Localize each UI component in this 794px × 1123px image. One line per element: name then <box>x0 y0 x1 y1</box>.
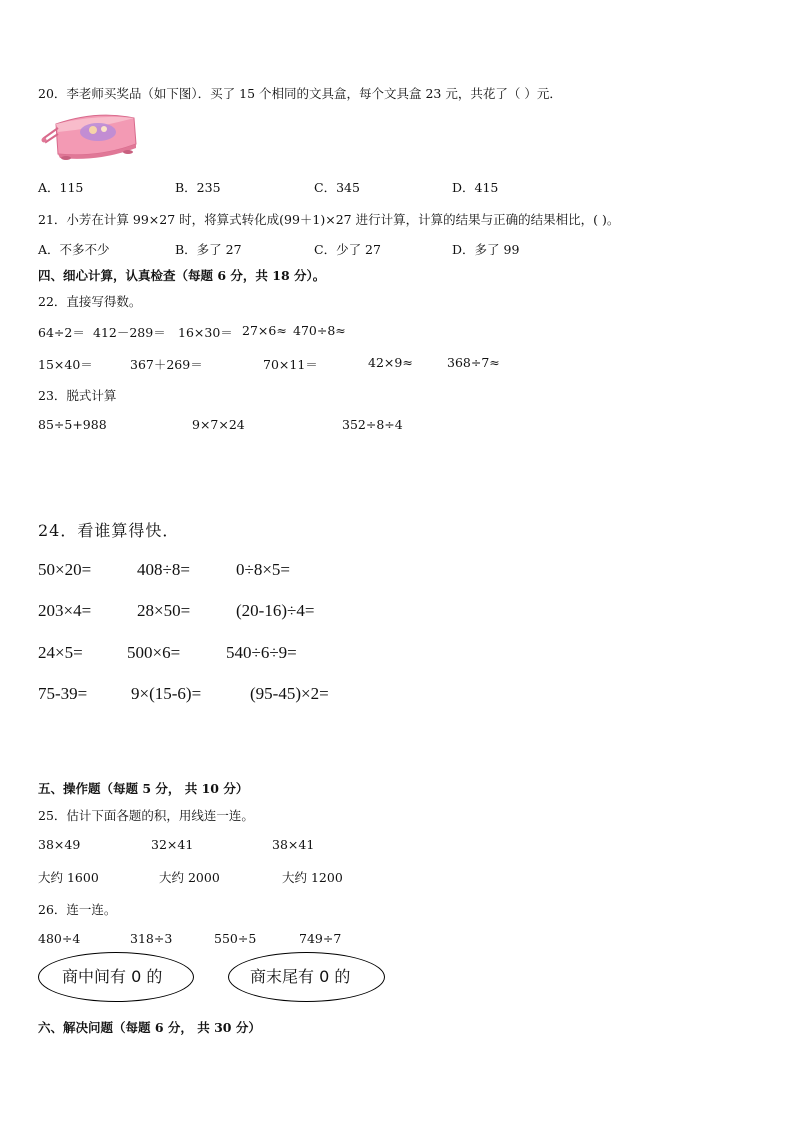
q24-r3-c3: 540÷6÷9= <box>226 643 297 662</box>
q23-item-1: 85÷5+988 <box>38 417 107 432</box>
q24-r2-c1: 203×4= <box>38 601 92 620</box>
q22-r1-c3: 16×30＝ <box>178 325 233 340</box>
oval-end-zero-label: 商末尾有 0 的 <box>250 967 351 986</box>
q22-r2-c2: 367＋269＝ <box>130 357 203 372</box>
q22-r2-c1: 15×40＝ <box>38 357 93 372</box>
q24-r1-c1: 50×20= <box>38 560 92 579</box>
q25-expr-1: 38×49 <box>38 837 81 852</box>
q22-r1-c4: 27×6≈ <box>242 323 287 338</box>
section-6-title: 六、解决问题（每题 6 分， 共 30 分） <box>38 1020 261 1035</box>
q23-stem: 23．脱式计算 <box>38 388 117 403</box>
q24-r1-c3: 0÷8×5= <box>236 560 291 579</box>
q26-expr-2: 318÷3 <box>130 931 173 946</box>
q21-option-a: A．不多不少 <box>38 242 110 257</box>
oval-middle-zero-label: 商中间有 0 的 <box>62 967 163 986</box>
q20-option-a: A．115 <box>38 180 84 195</box>
q23-item-2: 9×7×24 <box>192 417 245 432</box>
q22-r1-c1: 64÷2＝ <box>38 325 85 340</box>
q26-expr-3: 550÷5 <box>214 931 257 946</box>
q23-item-3: 352÷8÷4 <box>342 417 403 432</box>
q25-answer-1: 大约 1600 <box>38 870 99 885</box>
section-5-title: 五、操作题（每题 5 分， 共 10 分） <box>38 781 249 796</box>
q20-stem: 20．李老师买奖品（如下图）．买了 15 个相同的文具盒，每个文具盒 23 元，共花了（ ）元． <box>38 86 562 101</box>
q24-r3-c1: 24×5= <box>38 643 83 662</box>
q24-r4-c1: 75-39= <box>38 684 88 703</box>
q25-answer-3: 大约 1200 <box>282 870 343 885</box>
q20-option-c: C．345 <box>314 180 360 195</box>
q24-r1-c2: 408÷8= <box>137 560 190 579</box>
q22-r1-c2: 412－289＝ <box>93 325 166 340</box>
q26-stem: 26．连一连。 <box>38 902 117 917</box>
q22-r1-c5: 470÷8≈ <box>293 323 346 338</box>
q26-expr-4: 749÷7 <box>299 931 342 946</box>
q22-r2-c3: 70×11＝ <box>263 357 318 372</box>
pencil-case-image <box>36 108 140 166</box>
q21-option-c: C．少了 27 <box>314 242 381 257</box>
q25-expr-2: 32×41 <box>151 837 194 852</box>
q24-r4-c3: (95-45)×2= <box>250 684 329 703</box>
q24-r2-c2: 28×50= <box>137 601 191 620</box>
q24-r2-c3: (20-16)÷4= <box>236 601 315 620</box>
q20-option-d: D．415 <box>452 180 499 195</box>
section-4-title: 四、细心计算，认真检查（每题 6 分，共 18 分）。 <box>38 268 326 283</box>
q25-stem: 25．估计下面各题的积，用线连一连。 <box>38 808 254 823</box>
q24-stem: 24．看谁算得快． <box>38 521 180 540</box>
q22-r2-c4: 42×9≈ <box>368 355 413 370</box>
q24-r4-c2: 9×(15-6)= <box>131 684 202 703</box>
q21-stem: 21．小芳在计算 99×27 时，将算式转化成(99＋1)×27 进行计算，计算的结果与正确的结果相比，( )。 <box>38 212 620 227</box>
q25-expr-3: 38×41 <box>272 837 315 852</box>
q26-expr-1: 480÷4 <box>38 931 81 946</box>
q22-r2-c5: 368÷7≈ <box>447 355 500 370</box>
q20-option-b: B．235 <box>175 180 221 195</box>
q25-answer-2: 大约 2000 <box>159 870 220 885</box>
q24-r3-c2: 500×6= <box>127 643 181 662</box>
q21-option-d: D．多了 99 <box>452 242 520 257</box>
q21-option-b: B．多了 27 <box>175 242 242 257</box>
q22-stem: 22．直接写得数。 <box>38 294 142 309</box>
